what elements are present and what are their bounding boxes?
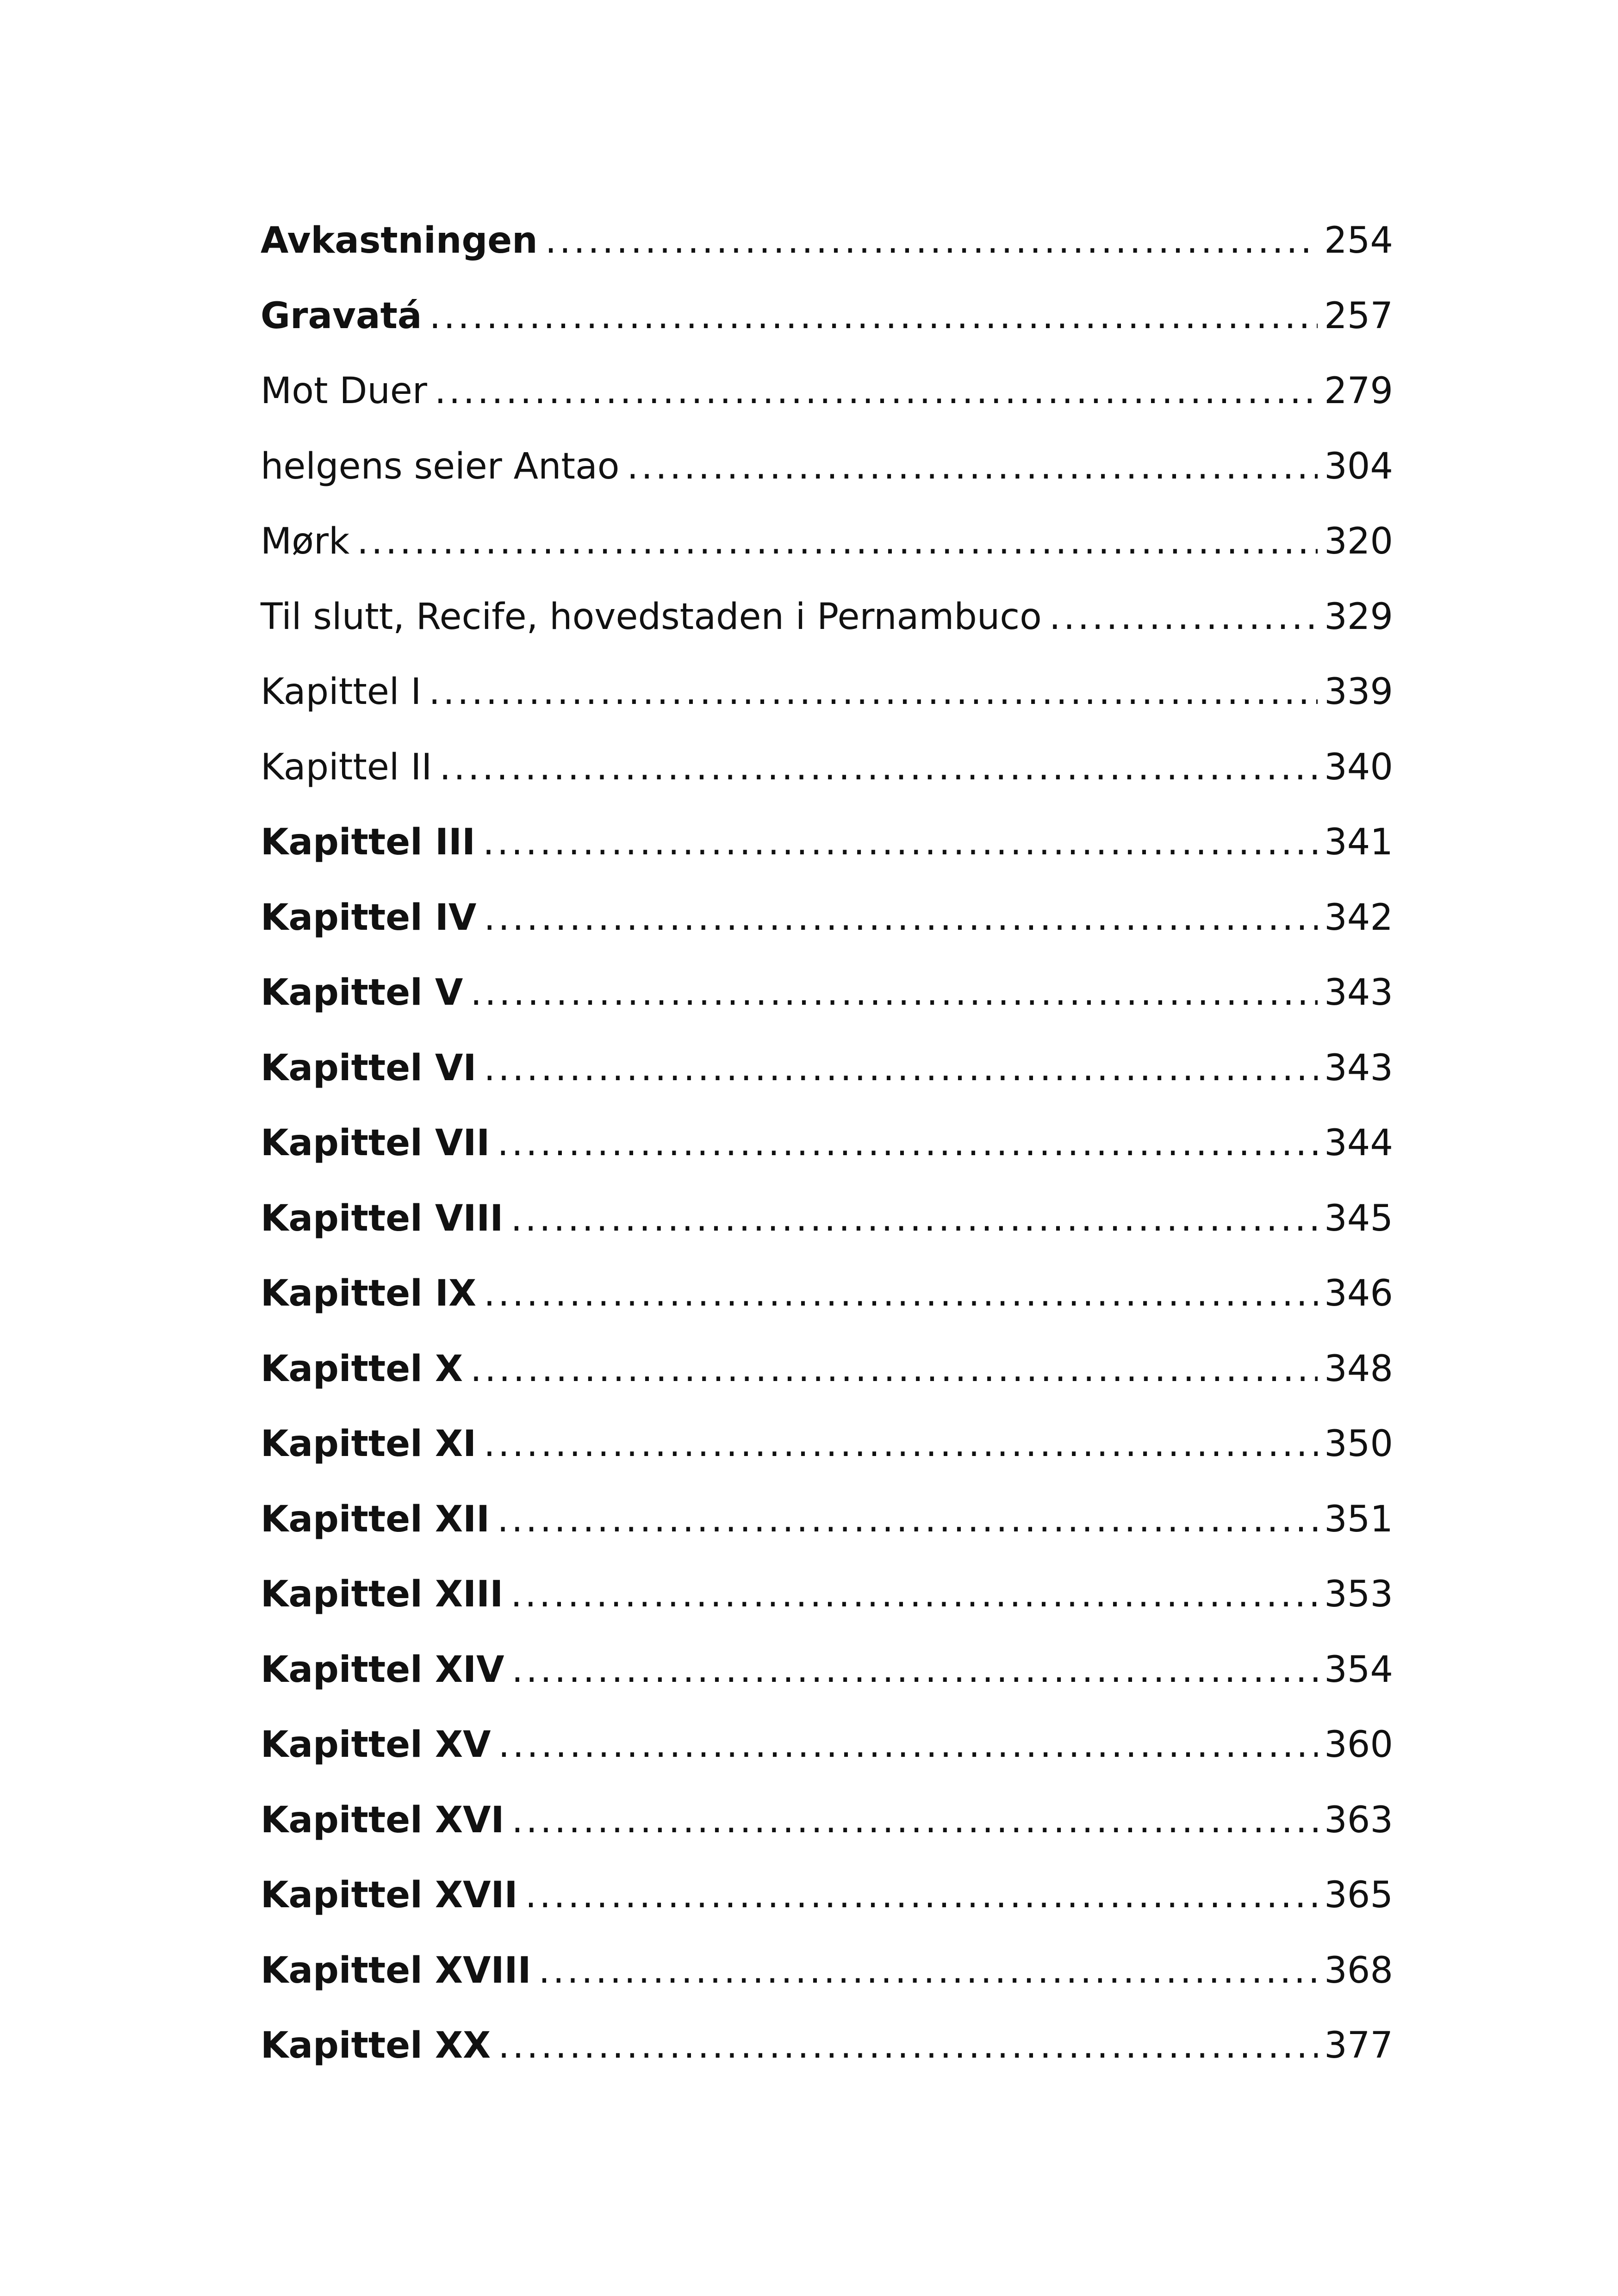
toc-entry[interactable] (261, 2022, 1393, 2098)
toc-dot-leader (545, 218, 1318, 264)
toc-entry-title: Mørk (261, 521, 350, 562)
toc-dot-leader (470, 970, 1318, 1016)
toc-entry[interactable] (261, 1948, 1393, 2023)
toc-dot-leader (627, 443, 1318, 490)
toc-entry-page-number: 341 (1324, 821, 1393, 863)
toc-entry-title: Kapittel VI (261, 1047, 477, 1089)
toc-entry[interactable] (261, 819, 1393, 895)
toc-entry-title: Kapittel XII (261, 1498, 490, 1540)
toc-entry-title: Kapittel VII (261, 1122, 490, 1164)
toc-dot-leader (497, 1120, 1318, 1166)
toc-dot-leader (510, 1571, 1318, 1618)
toc-entry-page-number: 340 (1324, 746, 1393, 788)
toc-entry-page-number: 350 (1324, 1423, 1393, 1465)
toc-dot-leader (357, 518, 1318, 565)
toc-entry-page-number: 351 (1324, 1498, 1393, 1540)
toc-entry-page-number: 368 (1324, 1949, 1393, 1991)
toc-entry-page-number: 363 (1324, 1799, 1393, 1841)
toc-entry[interactable] (261, 669, 1393, 744)
toc-entry-page-number: 304 (1324, 445, 1393, 487)
toc-entry-title: Kapittel VIII (261, 1197, 504, 1239)
toc-entry-page-number: 360 (1324, 1724, 1393, 1766)
toc-entry-title: Kapittel XVI (261, 1799, 504, 1841)
toc-dot-leader (498, 2022, 1318, 2069)
toc-entry[interactable] (261, 1195, 1393, 1271)
toc-dot-leader (483, 819, 1318, 865)
toc-entry[interactable] (261, 1045, 1393, 1120)
toc-entry[interactable] (261, 1571, 1393, 1647)
toc-entry[interactable] (261, 218, 1393, 293)
toc-entry-page-number: 254 (1324, 220, 1393, 261)
toc-entry-page-number: 354 (1324, 1649, 1393, 1691)
toc-entry-page-number: 279 (1324, 370, 1393, 412)
toc-entry-page-number: 329 (1324, 596, 1393, 638)
toc-dot-leader (470, 1346, 1318, 1392)
toc-entry[interactable] (261, 1722, 1393, 1797)
toc-entry-title: Til slutt, Recife, hovedstaden i Pernambuco (261, 596, 1042, 638)
toc-dot-leader (512, 1647, 1318, 1693)
toc-entry-page-number: 345 (1324, 1197, 1393, 1239)
toc-entry-page-number: 320 (1324, 521, 1393, 562)
toc-dot-leader (1049, 594, 1318, 640)
toc-dot-leader (497, 1496, 1318, 1543)
toc-dot-leader (539, 1948, 1318, 1994)
toc-entry[interactable] (261, 970, 1393, 1045)
toc-entry[interactable] (261, 895, 1393, 970)
toc-entry-title: Kapittel XVII (261, 1874, 518, 1916)
toc-entry[interactable] (261, 1346, 1393, 1421)
toc-dot-leader (484, 1421, 1318, 1467)
toc-entry-title: Kapittel XIII (261, 1574, 504, 1615)
toc-entry[interactable] (261, 518, 1393, 594)
toc-entry-title: Kapittel XI (261, 1423, 477, 1465)
toc-entry-title: Kapittel XX (261, 2025, 491, 2066)
toc-entry[interactable] (261, 368, 1393, 443)
toc-entry[interactable] (261, 594, 1393, 669)
toc-entry[interactable] (261, 1421, 1393, 1496)
toc-entry-title: Kapittel II (261, 746, 432, 788)
toc-entry[interactable] (261, 1872, 1393, 1948)
toc-entry-title: Avkastningen (261, 220, 538, 261)
toc-entry-page-number: 377 (1324, 2025, 1393, 2066)
toc-dot-leader (510, 1195, 1318, 1242)
toc-entry-title: Kapittel X (261, 1348, 463, 1390)
toc-dot-leader (429, 669, 1318, 715)
toc-dot-leader (435, 368, 1318, 414)
toc-dot-leader (439, 744, 1318, 790)
toc-entry-page-number: 339 (1324, 671, 1393, 713)
toc-entry-title: Kapittel XIV (261, 1649, 504, 1691)
toc-entry-page-number: 342 (1324, 896, 1393, 939)
toc-entry[interactable] (261, 1797, 1393, 1873)
toc-entry-page-number: 344 (1324, 1122, 1393, 1164)
toc-entry[interactable] (261, 1270, 1393, 1346)
toc-entry-title: Gravatá (261, 295, 422, 337)
toc-entry-title: Kapittel V (261, 972, 463, 1014)
toc-entry[interactable] (261, 1120, 1393, 1195)
toc-entry-title: Kapittel XVIII (261, 1949, 531, 1991)
toc-entry-title: Mot Duer (261, 370, 427, 412)
toc-dot-leader (484, 895, 1318, 941)
toc-entry-title: Kapittel III (261, 821, 476, 863)
toc-entry-page-number: 343 (1324, 1047, 1393, 1089)
toc-entry-page-number: 353 (1324, 1574, 1393, 1615)
toc-entry-page-number: 343 (1324, 972, 1393, 1014)
toc-dot-leader (498, 1722, 1318, 1768)
toc-entry-page-number: 257 (1324, 295, 1393, 337)
toc-entry[interactable] (261, 293, 1393, 368)
toc-entry-page-number: 346 (1324, 1273, 1393, 1314)
toc-entry-page-number: 348 (1324, 1348, 1393, 1390)
toc-entry[interactable] (261, 1496, 1393, 1572)
toc-entry-title: helgens seier Antao (261, 445, 620, 487)
toc-entry-page-number: 365 (1324, 1874, 1393, 1916)
table-of-contents (261, 218, 1393, 2098)
toc-entry[interactable] (261, 1647, 1393, 1722)
toc-dot-leader (484, 1045, 1318, 1091)
toc-entry[interactable] (261, 744, 1393, 820)
toc-dot-leader (484, 1270, 1318, 1317)
toc-entry-title: Kapittel XV (261, 1724, 491, 1766)
toc-entry[interactable] (261, 443, 1393, 519)
toc-dot-leader (429, 293, 1318, 339)
toc-entry-title: Kapittel I (261, 671, 422, 713)
toc-entry-title: Kapittel IV (261, 896, 477, 939)
toc-entry-title: Kapittel IX (261, 1273, 477, 1314)
toc-dot-leader (512, 1797, 1318, 1843)
toc-dot-leader (525, 1872, 1318, 1918)
